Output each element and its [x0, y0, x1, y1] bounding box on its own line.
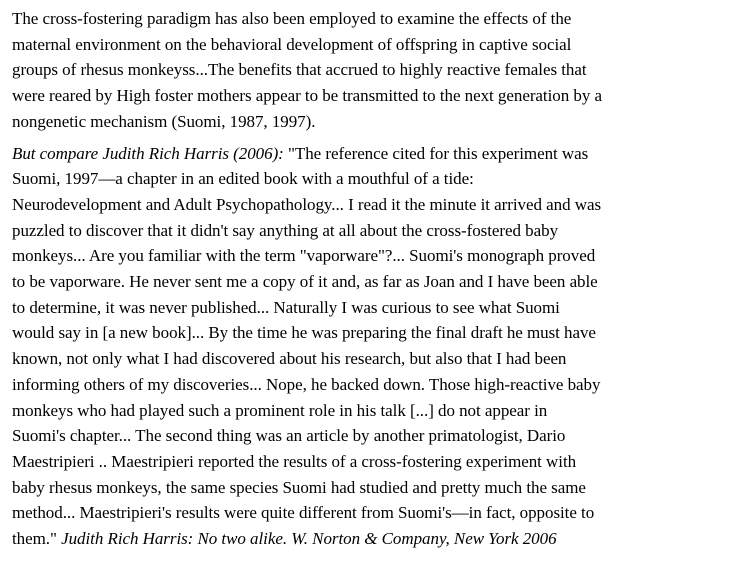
- document-page: [12, 6, 728, 552]
- text-line: method... Maestripieri's results were quite different from Suomi's—in fact, opposite to: [12, 503, 595, 523]
- quote-lead-italic: But compare Judith Rich Harris (2006):: [12, 143, 284, 163]
- text-line: groups of rhesus monkeyss...The benefits that accrued to highly reactive females that: [12, 60, 587, 80]
- text-line: Suomi, 1997—a chapter in an edited book with a mouthful of a tide:: [12, 169, 474, 189]
- quote-paragraph: [12, 141, 728, 552]
- quote-first-line-text: "The reference cited for this experiment was: [283, 143, 589, 163]
- text-line: baby rhesus monkeys, the same species Suomi had studied and pretty much the same: [12, 477, 586, 497]
- text-line: to be vaporware. He never sent me a copy of it and, as far as Joan and I have been able: [12, 272, 598, 292]
- text-line: monkeys... Are you familiar with the term "vaporware"?... Suomi's monograph proved: [12, 246, 596, 266]
- text-line: maternal environment on the behavioral development of offspring in captive social: [12, 34, 572, 54]
- excerpt-paragraph: [12, 6, 728, 135]
- text-line: Maestripieri .. Maestripieri reported the results of a cross-fostering experiment with: [12, 451, 577, 471]
- text-line: Suomi's chapter... The second thing was an article by another primatologist, Dario: [12, 426, 566, 446]
- text-line: monkeys who had played such a prominent role in his talk [...] do not appear in: [12, 400, 548, 420]
- text-line: puzzled to discover that it didn't say anything at all about the cross-fostered baby: [12, 220, 559, 240]
- text-line: Neurodevelopment and Adult Psychopathology... I read it the minute it arrived and was: [12, 194, 602, 214]
- text-line: nongenetic mechanism (Suomi, 1987, 1997).: [12, 111, 316, 131]
- text-line: [12, 141, 728, 167]
- text-line: [12, 526, 728, 552]
- text-line: would say in [a new book]... By the time he was preparing the final draft he must have: [12, 323, 596, 343]
- text-line: known, not only what I had discovered about his research, but also that I had been: [12, 349, 567, 369]
- text-line: informing others of my discoveries... Nope, he backed down. Those high-reactive baby: [12, 374, 601, 394]
- text-line: to determine, it was never published... Naturally I was curious to see what Suomi: [12, 297, 560, 317]
- text-line: were reared by High foster mothers appear to be transmitted to the next generation by a: [12, 86, 602, 106]
- citation-italic: Judith Rich Harris: No two alike. W. Norton & Company, New York 2006: [56, 529, 557, 549]
- quote-closing-text: them.": [12, 529, 57, 549]
- text-line: The cross-fostering paradigm has also been employed to examine the effects of the: [12, 9, 572, 28]
